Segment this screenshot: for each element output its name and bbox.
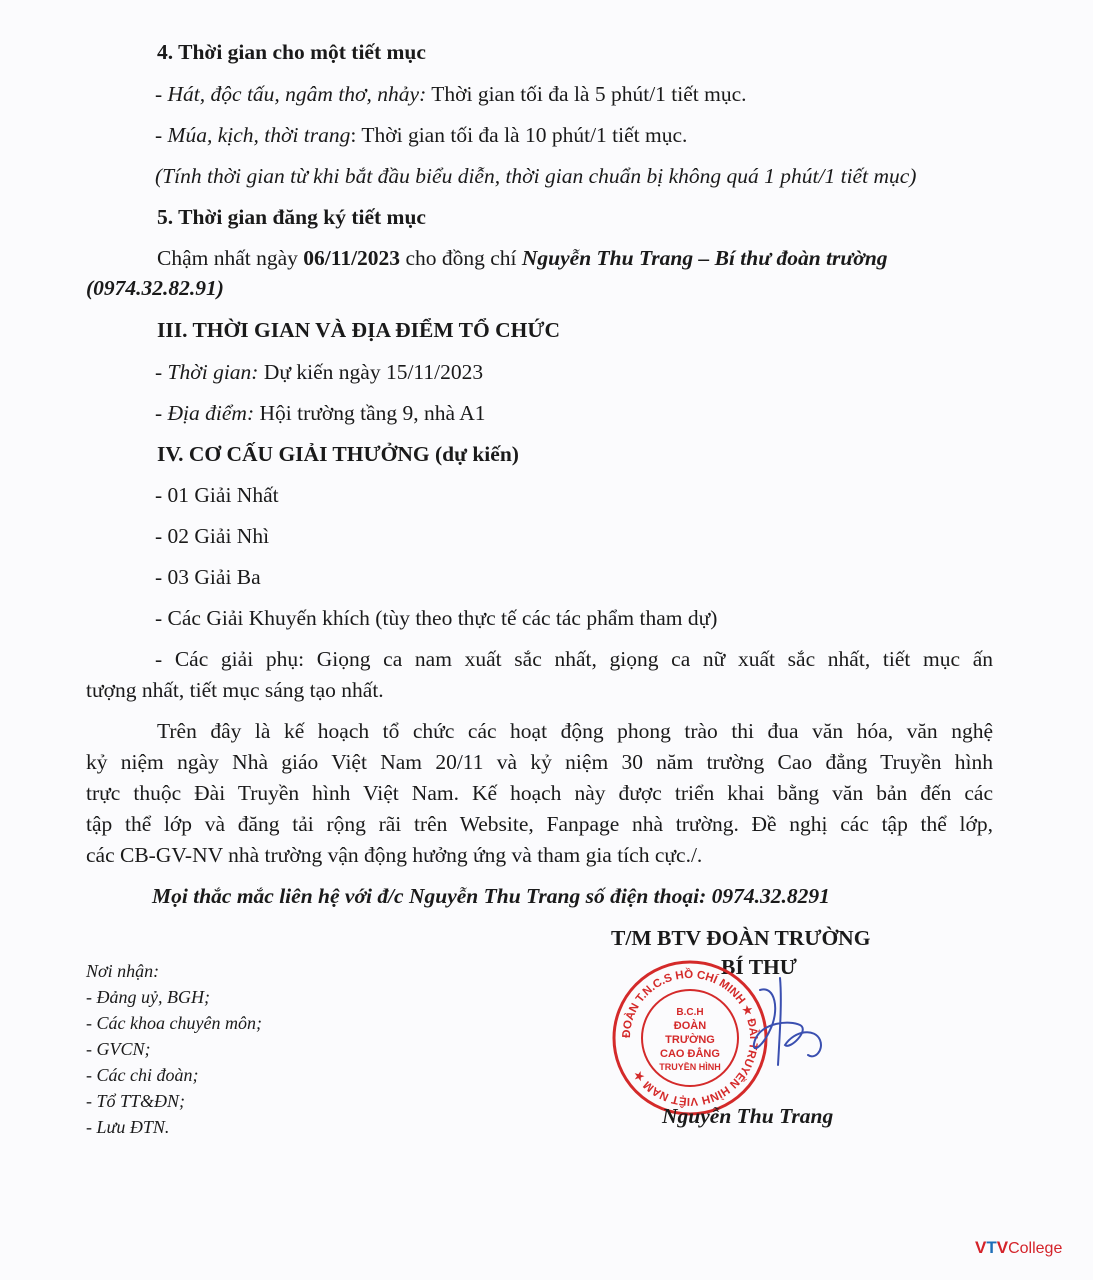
section4-heading: 4. Thời gian cho một tiết mục [157,40,426,64]
deadline-prefix: Chậm nhất ngày [157,246,304,270]
sub-prizes-line1: - Các giải phụ: Giọng ca nam xuất sắc nhất, giọng ca nữ xuất sắc nhất, tiết mục ấn [155,647,993,671]
section4-note: (Tính thời gian từ khi bắt đầu biểu diễn, thời gian chuẩn bị không quá 1 phút/1 tiết mục) [155,164,917,188]
recipients-title: Nơi nhận: [86,961,160,981]
section5-heading: 5. Thời gian đăng ký tiết mục [157,205,426,229]
time-text: Dự kiến ngày 15/11/2023 [258,360,484,384]
stamp-line: TRƯỜNG [665,1034,715,1046]
section3-time [155,358,483,386]
signature-name: Nguyễn Thu Trang [662,1104,834,1128]
closing-line: tập thể lớp và đăng tải rộng rãi trên Website, Fanpage nhà trường. Đề nghị các tập thể lớp, [86,812,993,836]
stamp-line: TRUYỀN HÌNH [659,1062,721,1072]
prize-item: - 01 Giải Nhất [155,483,279,507]
line2-label: - Múa, kịch, thời trang [155,123,351,147]
line2-text: : Thời gian tối đa là 10 phút/1 tiết mục. [350,123,688,147]
vtv-college-logo [975,1238,1062,1258]
section5-deadline [157,244,888,272]
closing-line: kỷ niệm ngày Nhà giáo Việt Nam 20/11 và kỷ niệm 30 năm trường Cao đẳng Truyền hình [86,750,993,774]
contact-line: Mọi thắc mắc liên hệ với đ/c Nguyễn Thu Trang số điện thoại: 0974.32.8291 [152,884,830,908]
recipient-item: - Tổ TT&ĐN; [86,1091,186,1111]
section3-heading: III. THỜI GIAN VÀ ĐỊA ĐIỂM TỔ CHỨC [157,318,560,342]
recipient-item: - Lưu ĐTN. [86,1117,170,1137]
stamp-line: ĐOÀN [673,1020,707,1032]
prize-item: - Các Giải Khuyến khích (tùy theo thực tế các tác phẩm tham dự) [155,606,718,630]
section4-line2 [155,121,687,149]
recipient-item: - Các chi đoàn; [86,1065,199,1085]
handwritten-signature [720,970,850,1080]
stamp-ring-text: ĐOÀN T.N.C.S HỒ CHÍ MINH ★ ĐÀI TRUYỀN HÌNH VIỆT NAM ★ [620,968,760,1108]
closing-line: các CB-GV-NV nhà trường vận động hưởng ứng và tham gia tích cực./. [86,843,703,867]
place-label: - Địa điểm: [155,401,255,425]
signature-role: BÍ THƯ [721,955,797,979]
line1-text: Thời gian tối đa là 5 phút/1 tiết mục. [426,82,747,106]
recipient-item: - Đảng uỷ, BGH; [86,987,210,1007]
stamp-line: CAO ĐẲNG [660,1048,720,1060]
recipient-item: - Các khoa chuyên môn; [86,1013,262,1033]
prize-item: - 03 Giải Ba [155,565,261,589]
signature-org: T/M BTV ĐOÀN TRƯỜNG [611,926,871,950]
section4-line1 [155,80,747,108]
deadline-mid: cho đồng chí [400,246,522,270]
prize-item: - 02 Giải Nhì [155,524,270,548]
sectionIV-heading: IV. CƠ CẤU GIẢI THƯỞNG (dự kiến) [157,442,519,466]
place-text: Hội trường tầng 9, nhà A1 [254,401,486,425]
deadline-person: Nguyễn Thu Trang – Bí thư đoàn trường [521,246,888,270]
recipients-block [86,958,262,1140]
line1-label: - Hát, độc tấu, ngâm thơ, nhảy: [155,82,427,106]
closing-line: Trên đây là kế hoạch tổ chức các hoạt động phong trào thi đua văn hóa, văn nghệ [157,719,993,743]
sub-prizes-line2: tượng nhất, tiết mục sáng tạo nhất. [86,678,384,702]
logo-t: T [986,1238,997,1257]
logo-v1: V [975,1238,987,1257]
recipient-item: - GVCN; [86,1039,151,1059]
time-label: - Thời gian: [155,360,259,384]
logo-v2: V [996,1238,1009,1257]
logo-college: College [1008,1240,1063,1257]
stamp-line: B.C.H [676,1007,704,1018]
section5-phone: (0974.32.82.91) [86,276,224,300]
deadline-date: 06/11/2023 [303,246,401,270]
section3-place [155,399,486,427]
closing-line: trực thuộc Đài Truyền hình Việt Nam. Kế hoạch này được triển khai bằng văn bản đến các [86,781,993,805]
